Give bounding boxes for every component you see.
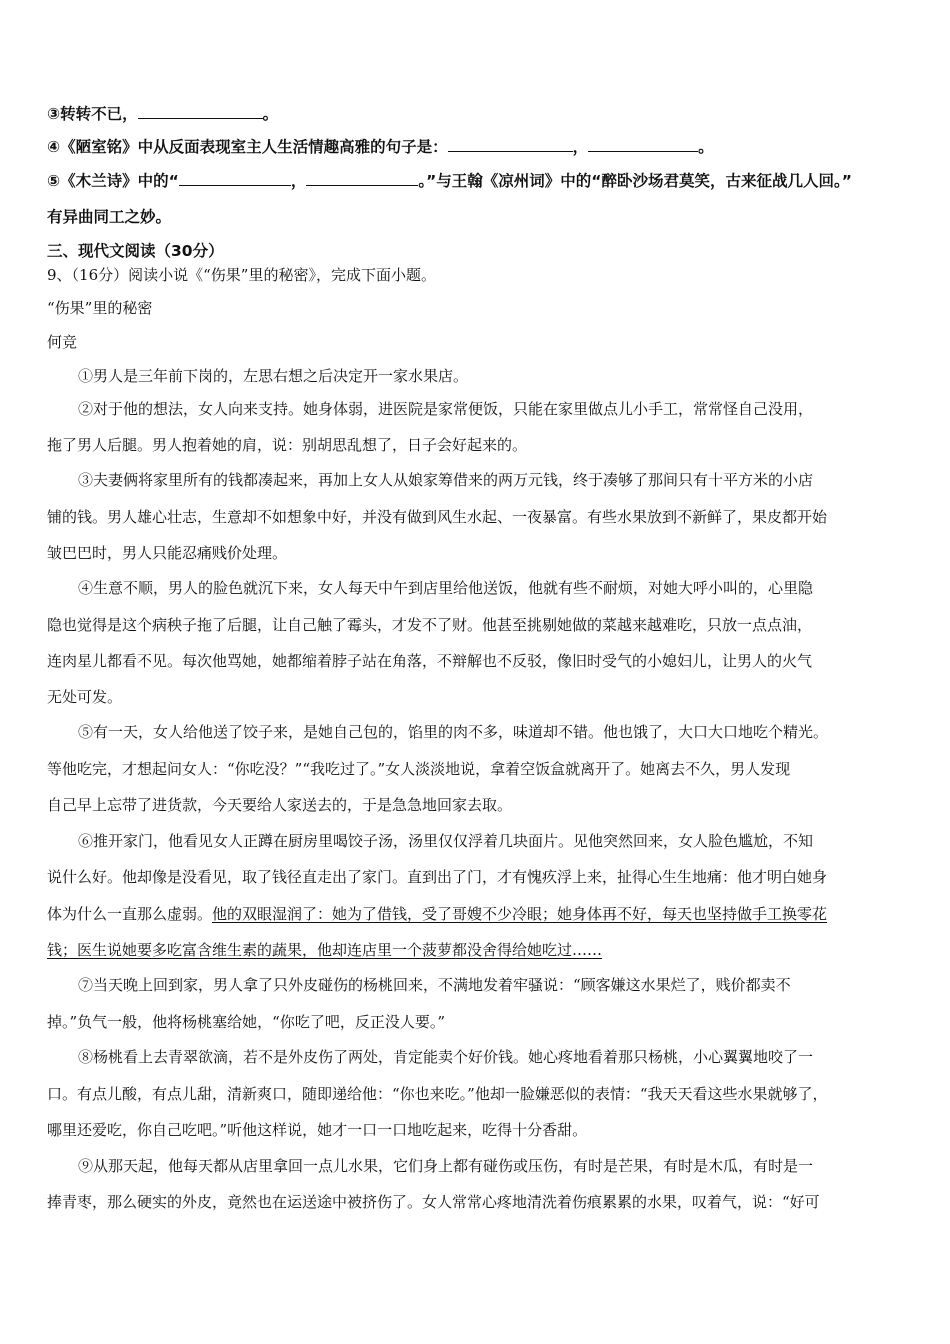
paragraph-line: ⑦当天晚上回到家，男人拿了只外皮碰伤的杨桃回来，不满地发着牢骚说：“顾客嫌这水果烂了，贱价都卖不 xyxy=(78,976,791,994)
paragraph-line: ⑥推开家门，他看见女人正蹲在厨房里喝饺子汤，汤里仅仅浮着几块面片。见他突然回来，女人脸色尴尬，不知 xyxy=(78,832,814,850)
paragraph-line: ⑧杨桃看上去青翠欲滴，若不是外皮伤了两处，肯定能卖个好价钱。她心疼地看着那只杨桃，小心翼翼地咬了一 xyxy=(78,1048,814,1066)
underlined-passage: 他的双眼湿润了：她为了借钱，受了哥嫂不少冷眼；她身体再不好，每天也坚持做手工换零花 xyxy=(212,905,828,923)
paragraph-line: ⑨从那天起，他每天都从店里拿回一点儿水果，它们身上都有碰伤或压伤，有时是芒果，有时是木瓜，有时是一 xyxy=(78,1157,814,1175)
answer-blank[interactable] xyxy=(179,171,291,186)
paragraph-line: 掉。”负气一般，他将杨桃塞给她，“你吃了吧，反正没人要。” xyxy=(47,1013,446,1031)
paragraph-line: 捧青枣，那么硬实的外皮，竟然也在运送途中被挤伤了。女人常常心疼地清洗着伤痕累累的水果，叹着气，说：“好可 xyxy=(47,1193,820,1211)
underlined-passage: 钱；医生说她要多吃富含维生素的蔬果，他却连店里一个菠萝都没舍得给她吃过…… xyxy=(47,941,603,959)
paragraph-line: 连肉星儿都看不见。每次他骂她，她都缩着脖子站在角落，不辩解也不反驳，像旧时受气的小媳妇儿，让男人的火气 xyxy=(47,652,813,670)
paragraph-line: 皱巴巴时，男人只能忍痛贱价处理。 xyxy=(47,544,288,562)
story-title: “伤果”里的秘密 xyxy=(47,299,153,317)
answer-blank[interactable] xyxy=(448,137,573,152)
story-author: 何竞 xyxy=(47,333,78,351)
answer-blank[interactable] xyxy=(588,137,698,152)
paragraph-line: 无处可发。 xyxy=(47,688,123,706)
paragraph-line: 隐也觉得是这个病秧子拖了后腿，让自己触了霉头，才发不了财。他甚至挑剔她做的菜越来越难吃，只放一点点油， xyxy=(47,616,813,634)
fill-in-item-5-continuation: 有异曲同工之妙。 xyxy=(47,208,172,226)
paragraph-line: ①男人是三年前下岗的，左思右想之后决定开一家水果店。 xyxy=(78,367,469,385)
paragraph-line: 口。有点儿酸，有点儿甜，清新爽口，随即递给他：“你也来吃。”他却一脸嫌恶似的表情：“我天天看这些水果就够了， xyxy=(47,1085,828,1103)
fill-in-item-3: ③转转不已， 。 xyxy=(47,105,279,123)
answer-blank[interactable] xyxy=(306,171,418,186)
paragraph-line: ②对于他的想法，女人向来支持。她身体弱，进医院是家常便饭，只能在家里做点儿小手工，常常怪自己没用， xyxy=(78,400,814,418)
question-prompt: 9、（16分）阅读小说《“伤果”里的秘密》，完成下面小题。 xyxy=(47,266,436,284)
paragraph-line: 说什么好。他却像是没看见，取了钱径直走出了家门。直到出了门，才有愧疚浮上来，扯得心生生地痛：他才明白她身 xyxy=(47,868,828,886)
fill-in-item-4: ④《陋室铭》中从反面表现室主人生活情趣高雅的句子是： ， 。 xyxy=(47,138,714,156)
fill-in-item-5: ⑤《木兰诗》中的“ ， 。”与王翰《凉州词》中的“醉卧沙场君莫笑，古来征战几人回。” xyxy=(47,172,852,190)
paragraph-line: ⑤有一天，女人给他送了饺子来，是她自己包的，馅里的肉不多，味道却不错。他也饿了，大口大口地吃个精光。 xyxy=(78,723,829,741)
paragraph-line: 拖了男人后腿。男人抱着她的肩，说：别胡思乱想了，日子会好起来的。 xyxy=(47,436,528,454)
paragraph-line: 自己早上忘带了进货款，今天要给人家送去的，于是急急地回家去取。 xyxy=(47,796,513,814)
paragraph-line: 哪里还爱吃，你自己吃吧。”听他这样说，她才一口一口地吃起来，吃得十分香甜。 xyxy=(47,1121,588,1139)
answer-blank[interactable] xyxy=(138,104,263,119)
paragraph-line: ③夫妻俩将家里所有的钱都凑起来，再加上女人从娘家筹借来的两万元钱，终于凑够了那间只有十平方米的小店 xyxy=(78,471,814,489)
paragraph-line: 体为什么一直那么虚弱。他的双眼湿润了：她为了借钱，受了哥嫂不少冷眼；她身体再不好，每天也坚持做手工换零花 xyxy=(47,905,828,923)
paragraph-line: 等他吃完，才想起问女人：“你吃没？”“我吃过了。”女人淡淡地说，拿着空饭盒就离开了。她离去不久，男人发现 xyxy=(47,760,791,778)
paragraph-line: ④生意不顺，男人的脸色就沉下来，女人每天中午到店里给他送饭，他就有些不耐烦，对她大呼小叫的，心里隐 xyxy=(78,579,814,597)
section-title: 三、现代文阅读（30分） xyxy=(47,242,224,260)
paragraph-line: 铺的钱。男人雄心壮志，生意却不如想象中好，并没有做到风生水起、一夜暴富。有些水果放到不新鲜了，果皮都开始 xyxy=(47,508,828,526)
